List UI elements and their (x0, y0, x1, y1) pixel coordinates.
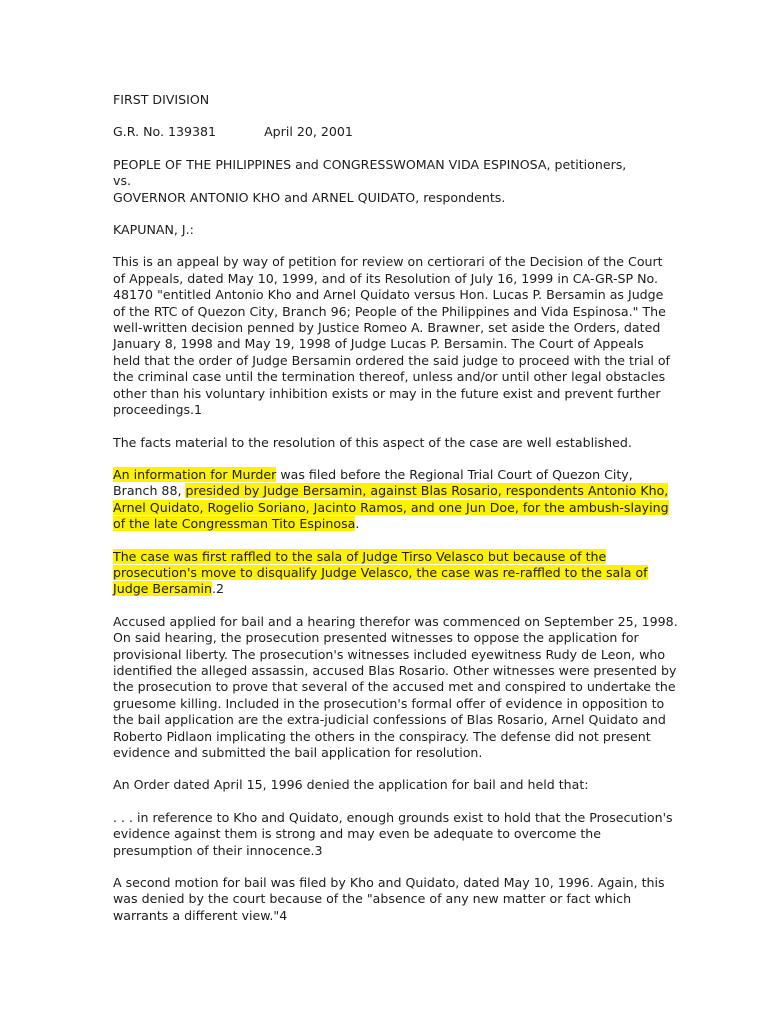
document-page (113, 92, 683, 940)
text-line: On said hearing, the prosecution presented witnesses to oppose the application for (113, 630, 639, 646)
versus-line: vs. (113, 173, 132, 189)
plain-text: Branch 88, (113, 483, 186, 499)
text-line: This is an appeal by way of petition for review on certiorari of the Decision of the Court (113, 254, 663, 270)
plain-text: .2 (212, 581, 225, 597)
text-line: of Appeals, dated May 10, 1999, and of its Resolution of July 16, 1999 in CA-GR-SP No. (113, 270, 658, 286)
paragraph-raffle (113, 549, 683, 598)
highlighted-text: An information for Murder (113, 466, 277, 482)
text-line: other than his voluntary inhibition exists or may in the future exist and prevent further (113, 385, 661, 401)
plain-text: . (355, 516, 360, 532)
text-line: held that the order of Judge Bersamin ordered the said judge to proceed with the trial of (113, 352, 670, 368)
division-label: FIRST DIVISION (113, 92, 210, 107)
text-line: A second motion for bail was filed by Kho and Quidato, dated May 10, 1996. Again, this (113, 875, 665, 891)
petitioners-line: PEOPLE OF THE PHILIPPINES and CONGRESSWOMAN VIDA ESPINOSA, petitioners, (113, 156, 627, 172)
text-line (113, 581, 683, 597)
text-line (113, 500, 683, 516)
text-line (113, 516, 683, 532)
paragraph-quoted-order (113, 810, 683, 859)
highlighted-text: Judge Bersamin (113, 581, 213, 597)
text-line (113, 565, 683, 581)
highlighted-text: presided by Judge Bersamin, against Blas Rosario, respondents Antonio Kho, (185, 483, 669, 499)
respondents-line: GOVERNOR ANTONIO KHO and ARNEL QUIDATO, respondents. (113, 189, 506, 205)
text-line: gruesome killing. Included in the prosecution's formal offer of evidence in opposition to (113, 695, 665, 711)
text-line: well-written decision penned by Justice Romeo A. Brawner, set aside the Orders, dated (113, 320, 661, 336)
text-line: warrants a different view."4 (113, 907, 288, 923)
highlighted-text: The case was first raffled to the sala of Judge Tirso Velasco but because of the (113, 548, 607, 564)
text-line: Accused applied for bail and a hearing therefor was commenced on September 25, 1998. (113, 613, 678, 629)
text-line: of the RTC of Quezon City, Branch 96; People of the Philippines and Vida Espinosa." The (113, 303, 666, 319)
paragraph-second-motion (113, 875, 683, 924)
text-line: evidence and submitted the bail application for resolution. (113, 745, 483, 760)
case-number-line (113, 124, 683, 140)
text-line (113, 467, 683, 483)
text-line (113, 549, 683, 565)
ponente (113, 222, 683, 238)
text-line: identified the alleged assassin, accused Blas Rosario. Other witnesses were presented by (113, 662, 677, 678)
text-line: An Order dated April 15, 1996 denied the application for bail and held that: (113, 777, 589, 793)
plain-text: was filed before the Regional Trial Court of Quezon City, (276, 466, 633, 482)
text-line: the prosecution to prove that several of the accused met and conspired to undertake the (113, 679, 676, 695)
text-line: was denied by the court because of the "absence of any new matter or fact which (113, 891, 632, 907)
text-line: The facts material to the resolution of this aspect of the case are well established. (113, 434, 632, 450)
text-line: the criminal case until the termination thereof, unless and/or until other legal obstacles (113, 369, 666, 385)
text-line: provisional liberty. The prosecution's witnesses included eyewitness Rudy de Leon, who (113, 646, 666, 662)
gr-number: G.R. No. 139381 (113, 124, 217, 140)
highlighted-text: prosecution's move to disqualify Judge Velasco, the case was re-raffled to the sala of (113, 564, 648, 580)
text-line: presumption of their innocence.3 (113, 842, 323, 858)
highlighted-text: of the late Congressman Tito Espinosa (113, 516, 356, 532)
paragraph-facts-intro (113, 435, 683, 451)
paragraph-appeal (113, 254, 683, 418)
text-line (113, 483, 683, 499)
text-line: evidence against them is strong and may even be adequate to overcome the (113, 826, 602, 842)
text-line: proceedings.1 (113, 402, 203, 418)
paragraph-order-denied (113, 777, 683, 793)
ponente-name: KAPUNAN, J.: (113, 222, 194, 238)
parties-block (113, 157, 683, 206)
decision-date: April 20, 2001 (264, 124, 353, 140)
paragraph-information-murder (113, 467, 683, 533)
text-line: the bail application are the extra-judicial confessions of Blas Rosario, Arnel Quidato and (113, 712, 666, 728)
text-line: Roberto Pidlaon implicating the others in the conspiracy. The defense did not present (113, 728, 651, 744)
text-line: 48170 "entitled Antonio Kho and Arnel Quidato versus Hon. Lucas P. Bersamin as Judge (113, 287, 664, 303)
text-line: January 8, 1998 and May 19, 1998 of Judge Lucas P. Bersamin. The Court of Appeals (113, 336, 644, 352)
paragraph-bail-hearing (113, 614, 683, 762)
division-heading (113, 92, 683, 108)
highlighted-text: Arnel Quidato, Rogelio Soriano, Jacinto Ramos, and one Jun Doe, for the ambush-slaying (113, 499, 669, 515)
text-line: . . . in reference to Kho and Quidato, enough grounds exist to hold that the Prosecution's (113, 809, 673, 825)
